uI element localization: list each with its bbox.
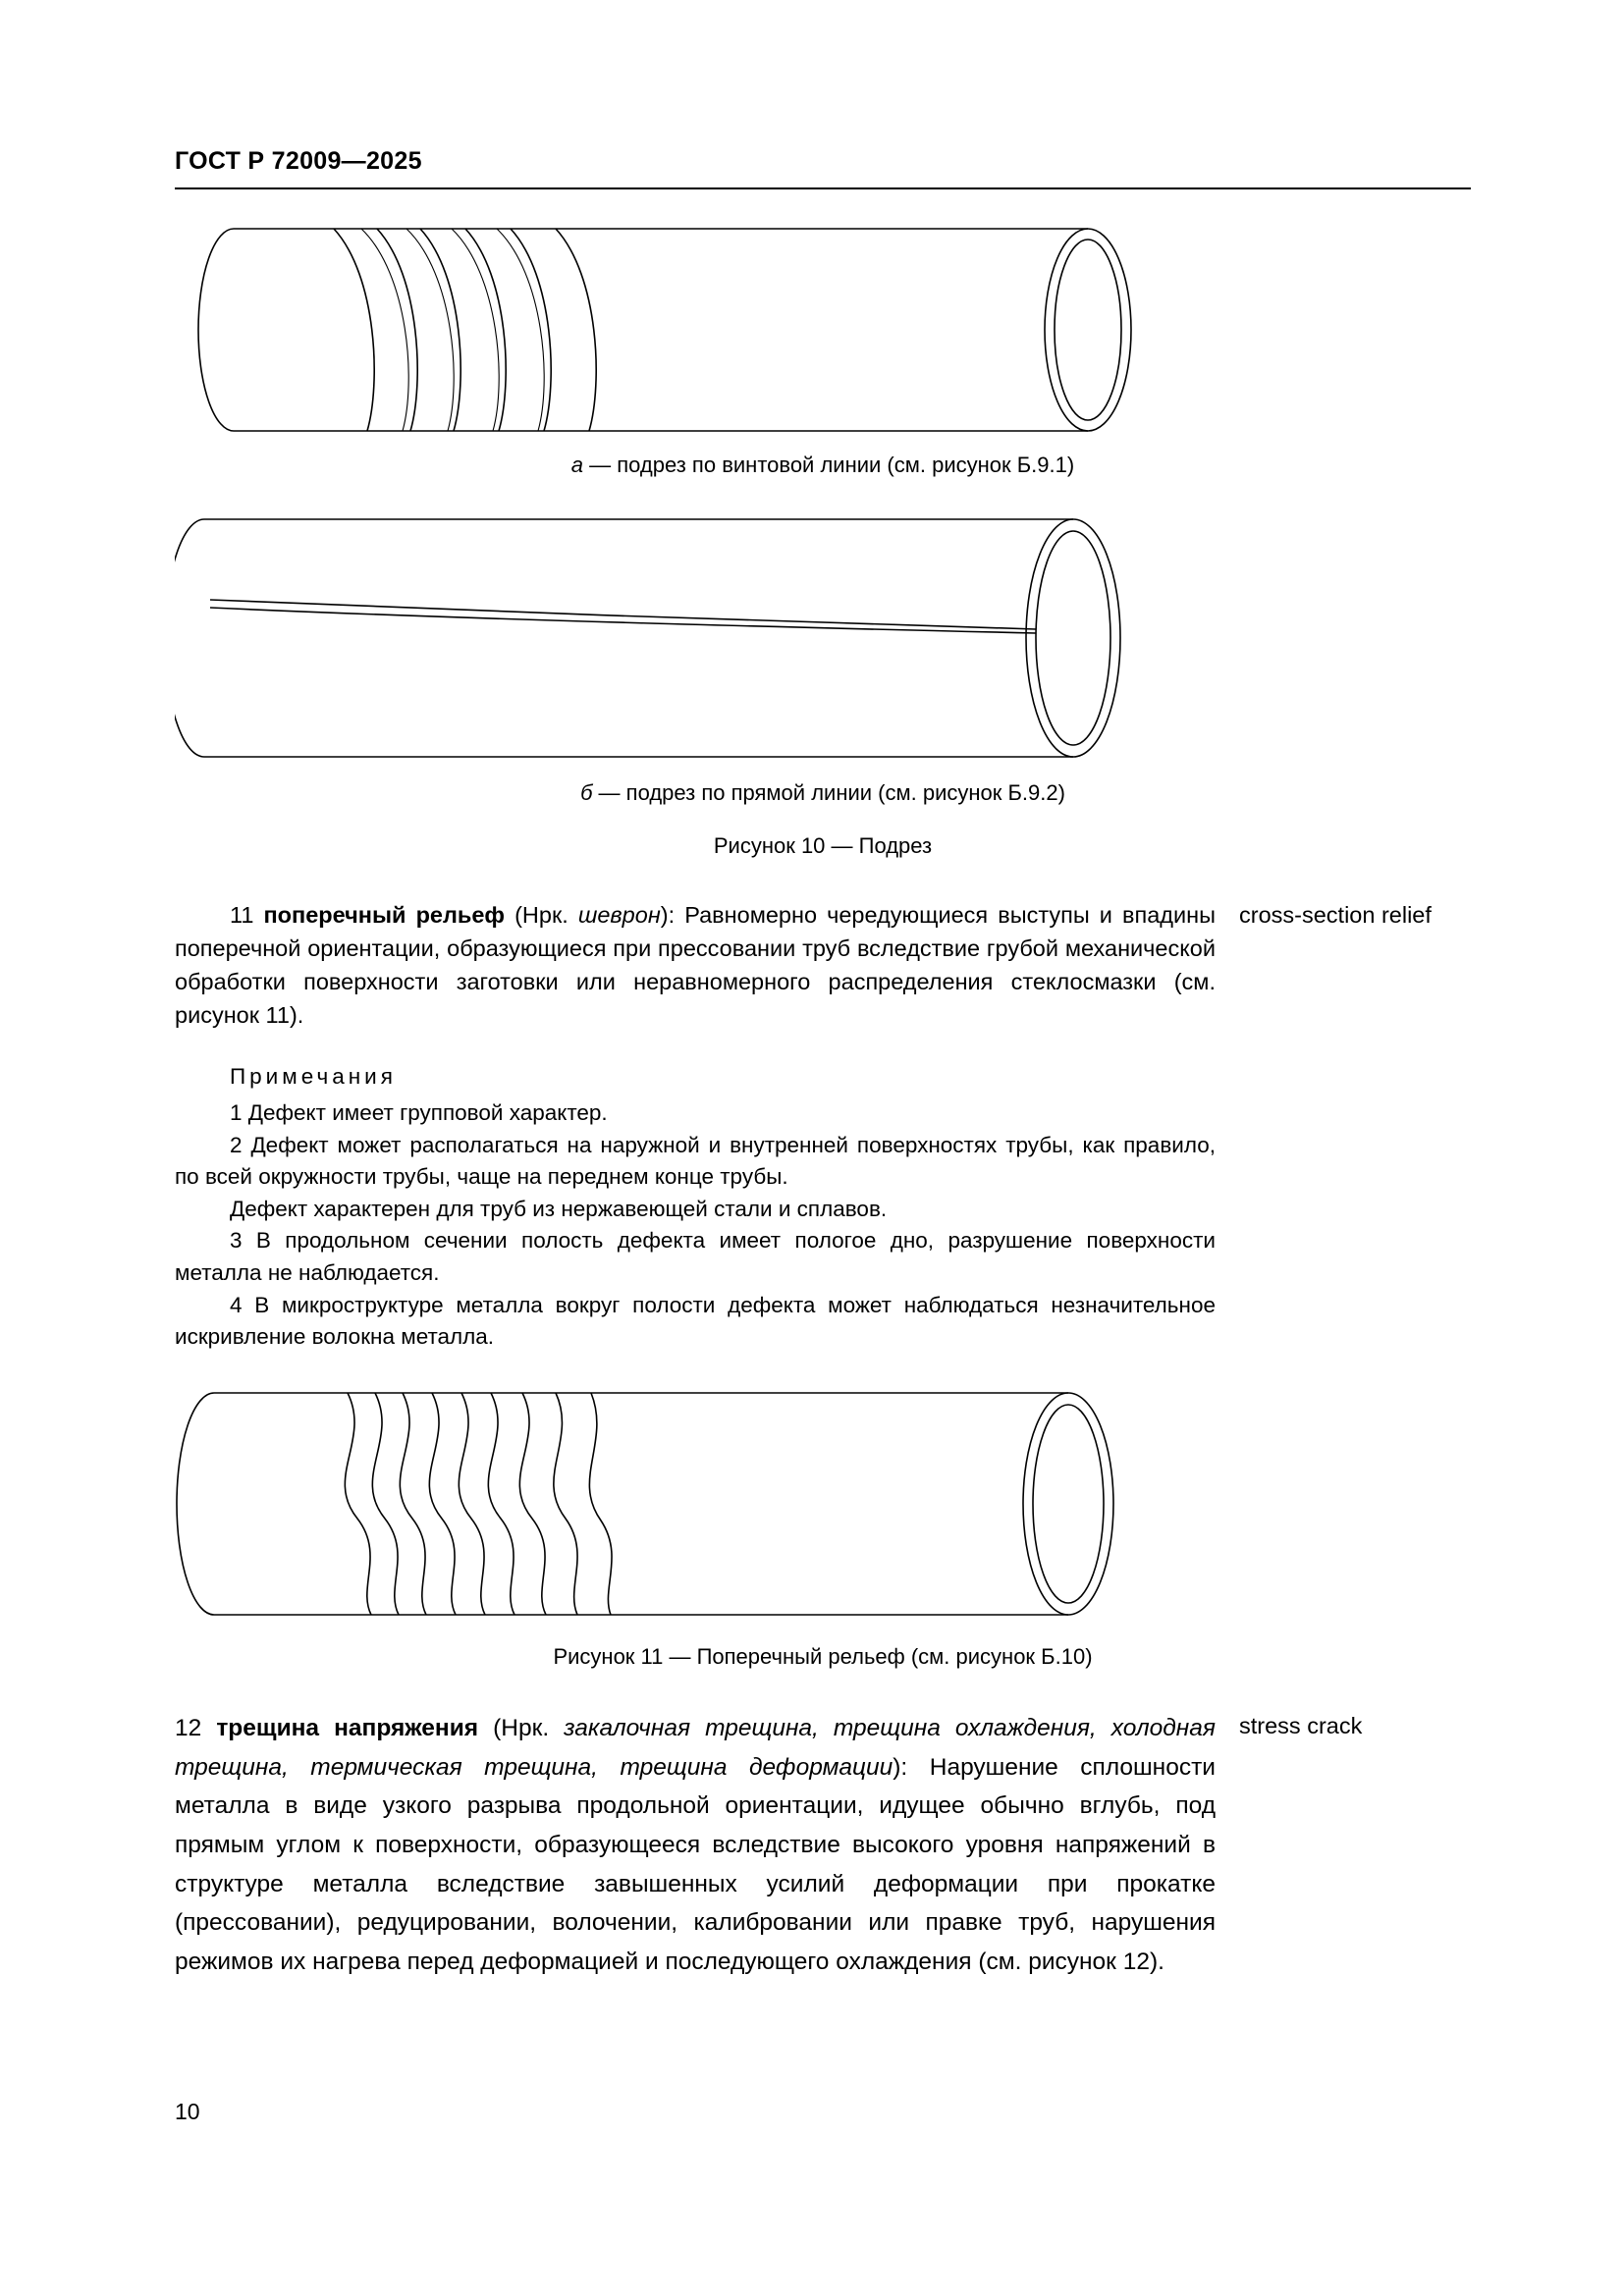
figure-10a-caption (175, 453, 1471, 478)
term-11-notes (175, 1061, 1216, 1354)
figure-10b-caption-text: — подрез по прямой линии (см. рисунок Б.9.2) (592, 780, 1065, 805)
figure-10a-caption-letter: а (570, 453, 584, 477)
notes-title: Примечания (230, 1064, 397, 1090)
figure-10b-caption (175, 780, 1471, 806)
term-11-name: поперечный рельеф (263, 902, 505, 928)
term-11-body (175, 898, 1216, 1032)
figure-10b (175, 506, 1471, 859)
term-11-synonym: шеврон (577, 902, 661, 928)
term-11-number: 11 (230, 902, 254, 928)
figure-10a-image (175, 217, 1196, 443)
figure-11-image (175, 1381, 1216, 1627)
figure-11 (175, 1381, 1471, 1670)
term-12-number: 12 (175, 1714, 202, 1741)
term-11 (175, 898, 1471, 1032)
figure-10b-caption-letter: б (580, 780, 593, 805)
term-11-definition: ): Равномерно чередующиеся выступы и впадины поперечной ориентации, образующиеся при прессовании труб вследствие грубой механической обработки поверхности заготовки или неравномерного распределения стеклосмазки (см. рисунок 11). (175, 902, 1216, 1029)
page-number: 10 (175, 2099, 200, 2124)
term-12-english: stress crack (1239, 1712, 1363, 1738)
term-12-synonym: закалочная трещина, трещина охлаждения, холодная трещина, термическая трещина, трещина деформации (175, 1714, 1216, 1781)
term-12 (175, 1709, 1471, 1982)
term-11-synonym-intro: (Нрк. (505, 902, 578, 928)
figure-10a (175, 217, 1471, 478)
page-content (175, 0, 1471, 1982)
term-12-definition: ): Нарушение сплошности металла в виде узкого разрыва продольной ориентации, идущее обычно вглубь, под прямым углом к поверхности, образующееся вследствие высокого уровня напряжений в структуре металла вследствие завышенных усилий деформации при прокатке (прессовании), редуцировании, волочении, калибровании или правке труб, нарушения режимов их нагрева перед деформацией и последующего охлаждения (см. рисунок 12). (175, 1753, 1216, 1975)
note-item: 2 Дефект может располагаться на наружной и внутренней поверхностях трубы, как правило, по всей окружности трубы, чаще на переднем конце трубы. (175, 1132, 1216, 1190)
page-header: ГОСТ Р 72009—2025 (175, 0, 1471, 189)
term-11-english: cross-section relief (1239, 902, 1432, 928)
term-12-name: трещина напряжения (216, 1714, 479, 1741)
note-item: 3 В продольном сечении полость дефекта имеет пологое дно, разрушение поверхности металла не наблюдается. (175, 1228, 1216, 1285)
figure-10-title: Рисунок 10 — Подрез (713, 833, 933, 858)
figure-10b-image (175, 506, 1225, 771)
term-12-body (175, 1709, 1216, 1982)
note-item: Дефект характерен для труб из нержавеющей стали и сплавов. (230, 1196, 888, 1221)
note-item: 1 Дефект имеет групповой характер. (230, 1099, 608, 1125)
figure-10a-caption-text: — подрез по винтовой линии (см. рисунок Б.9.1) (583, 453, 1075, 477)
note-item: 4 В микроструктуре металла вокруг полости дефекта может наблюдаться незначительное искривление волокна металла. (175, 1292, 1216, 1350)
figure-11-title: Рисунок 11 — Поперечный рельеф (см. рисунок Б.10) (553, 1643, 1093, 1669)
term-12-synonym-intro: (Нрк. (478, 1714, 565, 1741)
